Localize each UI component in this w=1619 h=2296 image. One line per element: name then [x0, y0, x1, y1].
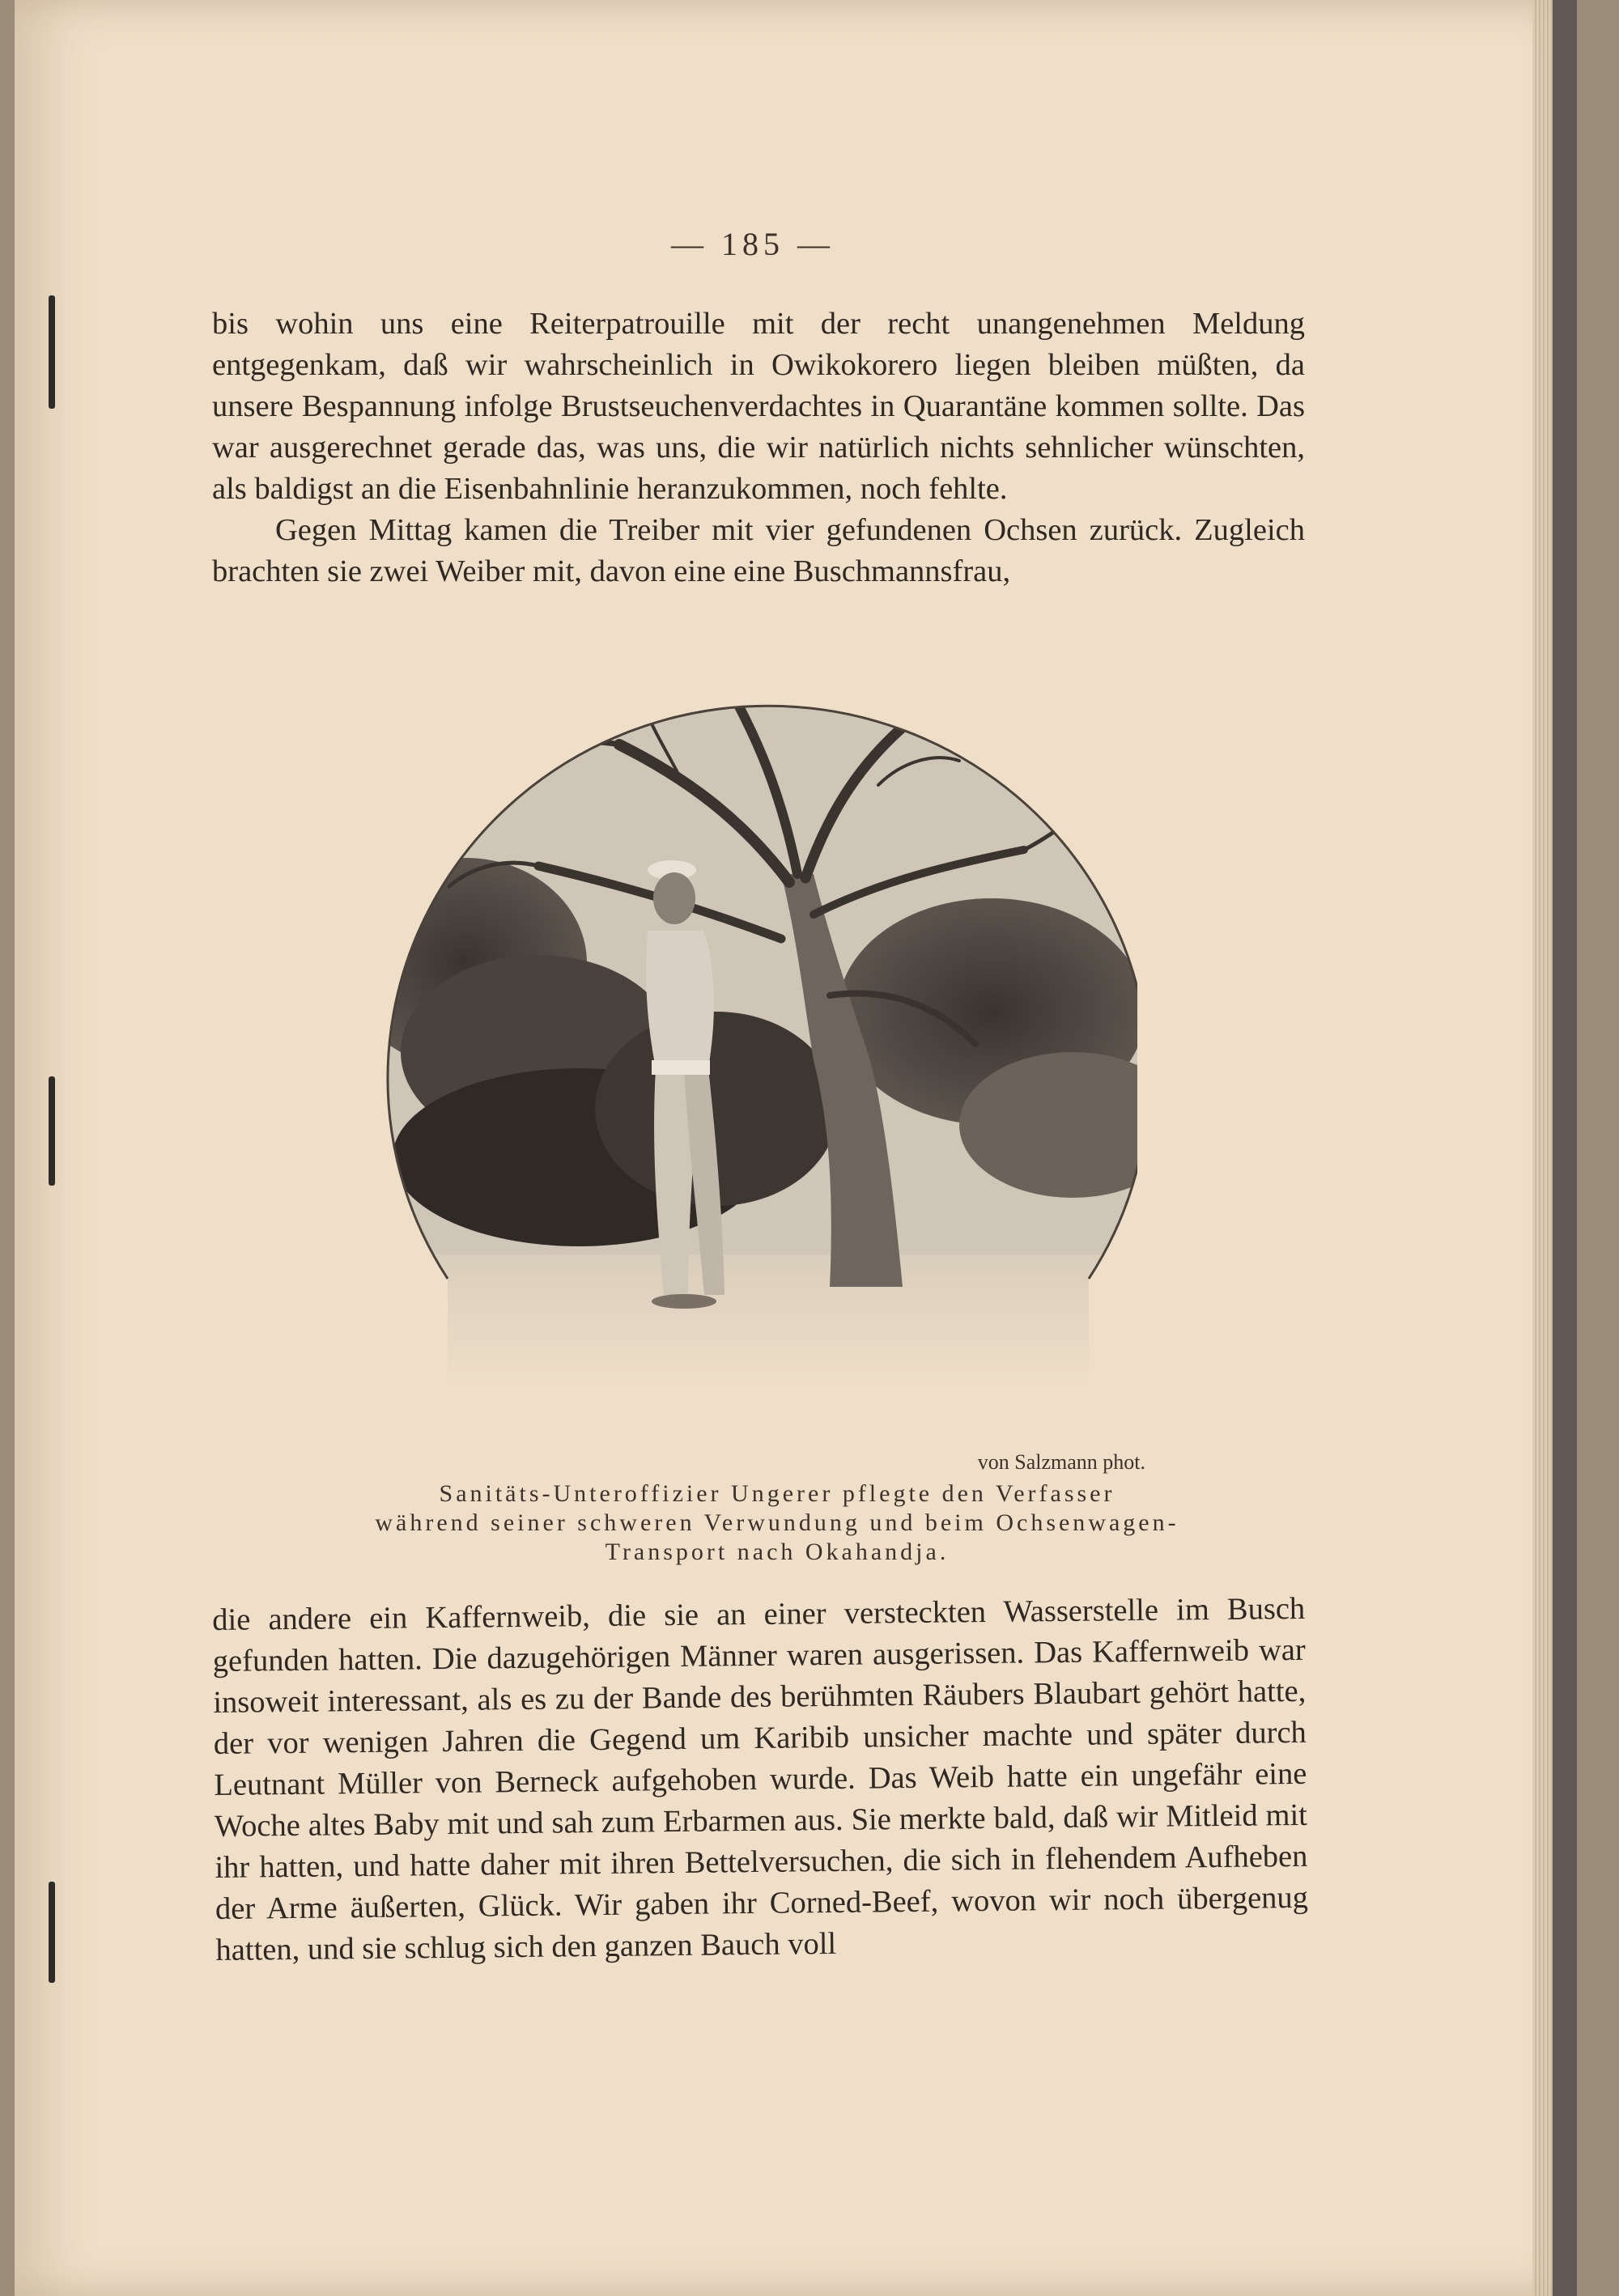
- caption-line: während seiner schweren Verwundung und beim Ochsenwagen-: [375, 1509, 1179, 1536]
- circular-photograph: [376, 672, 1137, 1388]
- figure-caption: [267, 1479, 1287, 1567]
- binding-thread-mark: [49, 295, 55, 409]
- page-number: — 185 —: [671, 226, 835, 262]
- caption-line: Sanitäts-Unteroffizier Ungerer pflegte den Verfasser: [439, 1480, 1115, 1507]
- bottom-text-block: [212, 1589, 1309, 1971]
- photo-credit: von Salzmann phot.: [977, 1450, 1145, 1474]
- binding-thread-mark: [49, 1076, 55, 1186]
- book-cover-edge: [1553, 0, 1577, 2296]
- caption-line: Transport nach Okahandja.: [605, 1538, 950, 1565]
- paragraph: die andere ein Kaffernweib, die sie an einer versteckten Wasserstelle im Busch gefunden hatten. Die dazugehörigen Männer waren ausgerissen. Das Kaffernweib war insoweit interessant, als es zu der Bande des berühmten Räubers Blaubart gehört hatte, der vor wenigen Jahren die Gegend um Karibib unsicher machte und später durch Leutnant Müller von Berneck aufgehoben wurde. Das Weib hatte ein ungefähr eine Woche altes Baby mit und sah zum Erbarmen aus. Sie merkte bald, daß wir Mitleid mit ihr hatten, und hatte daher mit ihren Bettelversuchen, die sich in flehendem Aufheben der Arme äußerten, Glück. Wir gaben ihr Corned-Beef, wovon wir noch übergenug hatten, und sie schlug sich den ganzen Bauch voll: [212, 1591, 1309, 1967]
- binding-thread-mark: [49, 1882, 55, 1983]
- paragraph: Gegen Mittag kamen die Treiber mit vier gefundenen Ochsen zurück. Zugleich brachten sie zwei Weiber mit, davon eine eine Buschmannsfrau,: [212, 513, 1305, 588]
- top-text-block: [212, 303, 1305, 592]
- paragraph: bis wohin uns eine Reiterpatrouille mit der recht unangenehmen Meldung entgegenkam, daß wir wahrscheinlich in Owikokorero liegen bleiben müßten, da unsere Bespannung infolge Brustseuchenverdachtes in Quarantäne kommen sollte. Das war ausgerechnet gerade das, was uns, die wir natürlich nichts sehnlicher wünschten, als baldigst an die Eisenbahnlinie heranzukommen, noch fehlte.: [212, 307, 1305, 506]
